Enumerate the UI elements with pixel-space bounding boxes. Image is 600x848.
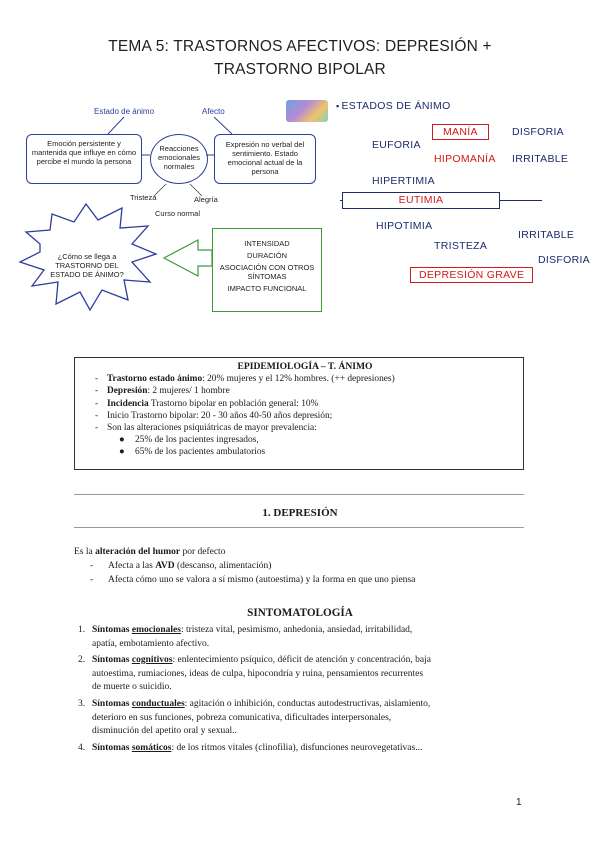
- sintoma-3-line-3: disminución del apetito oral y sexual..: [92, 726, 237, 737]
- scale-mania: MANÍA: [432, 124, 489, 140]
- sintoma-3-label: Síntomas: [92, 699, 132, 709]
- bullet1-bold: AVD: [155, 561, 175, 571]
- box-afecto-definition: [214, 134, 316, 184]
- sintoma-3-line-1: : agitación o inhibición, conductas autodestructivas, aislamiento,: [184, 699, 431, 709]
- sintoma-4-label: Síntomas: [92, 743, 132, 753]
- sintoma-1-label-underlined: emocionales: [131, 625, 181, 635]
- sintoma-3-line-2: deterioro en sus funciones, pobreza comunicativa, dificultades interpersonales,: [92, 712, 392, 723]
- epi-item-3-text: Trastorno bipolar en población general: 10%: [148, 398, 319, 409]
- sintoma-item-2: [78, 654, 522, 695]
- scale-hipomania: HIPOMANÍA: [434, 153, 496, 165]
- epi-item-3-bold: Incidencia: [107, 398, 149, 409]
- scale-eutimia: EUTIMIA: [342, 192, 500, 209]
- box-estado-animo-definition: [26, 134, 142, 184]
- intro-pre: Es la: [74, 547, 96, 557]
- sintoma-3-label-underlined: conductuales: [131, 699, 185, 709]
- epi-item-2: - Depresión: 2 mujeres/ 1 hombre: [95, 386, 230, 397]
- scale-irritable-top: IRRITABLE: [512, 153, 569, 165]
- section-heading-depresion: 1. DEPRESIÓN: [262, 507, 338, 519]
- epi-item-3: - Incidencia Trastorno bipolar en población general: 10%: [95, 398, 319, 409]
- section-rule-bottom: [74, 527, 524, 528]
- epidemiologia-heading: EPIDEMIOLOGÍA – T. ÁNIMO: [237, 361, 373, 372]
- label-tristeza: Tristeza: [130, 193, 157, 202]
- depresion-bullet-2: - Afecta cómo uno se valora a sí mismo (autoestima) y la forma en que uno piensa: [90, 575, 416, 585]
- bullet1-post: (descanso, alimentación): [174, 561, 272, 571]
- epi-item-5-text: Son las alteraciones psiquiátricas de mayor prevalencia:: [107, 423, 317, 434]
- scale-heading: ▪ ESTADOS DE ÁNIMO: [336, 100, 451, 112]
- star-question-text: ¿Cómo se llega a TRASTORNO DEL ESTADO DE ÁNIMO?: [50, 252, 124, 279]
- criteria-intensidad: INTENSIDAD: [244, 239, 290, 248]
- sintoma-1-label: Síntomas: [92, 625, 132, 635]
- sintoma-2-label-underlined: cognitivos: [131, 655, 173, 665]
- epi-item-2-text: : 2 mujeres/ 1 hombre: [147, 386, 230, 397]
- scale-euforia: EUFORIA: [372, 139, 421, 151]
- sintoma-3-num: 3.: [78, 699, 86, 709]
- section-rule-top: [74, 494, 524, 495]
- epi-item-5: - Son las alteraciones psiquiátricas de mayor prevalencia:: [95, 423, 317, 434]
- page-number: 1: [516, 797, 522, 808]
- epi-subitem-2-text: 65% de los pacientes ambulatorios: [135, 447, 266, 458]
- label-curso-normal: Curso normal: [155, 209, 201, 218]
- scale-tristeza: TRISTEZA: [434, 240, 488, 252]
- clipart-image: [286, 100, 328, 122]
- bullet2-text: Afecta cómo uno se valora a sí mismo (autoestima) y la forma en que uno piensa: [108, 575, 416, 585]
- sintoma-1-line-2: apatía, embotamiento afectivo.: [92, 638, 210, 649]
- sintoma-item-3: [78, 698, 522, 739]
- criteria-asociacion: ASOCIACIÓN CON OTROS SÍNTOMAS: [219, 263, 315, 281]
- scale-hipotimia: HIPOTIMIA: [376, 220, 433, 232]
- page-title-line1: TEMA 5: TRASTORNOS AFECTIVOS: DEPRESIÓN +: [108, 38, 492, 55]
- epi-item-2-bold: Depresión: [107, 386, 148, 397]
- scale-irritable-bottom: IRRITABLE: [518, 229, 575, 241]
- circle-reacciones-text: Reacciones emocionales normales: [157, 144, 201, 171]
- afecto-definition-text: Expresión no verbal del sentimiento. Estado emocional actual de la persona: [225, 140, 305, 176]
- epi-item-1-text: : 20% mujeres y el 12% hombres. (++ depresiones): [202, 374, 395, 385]
- epi-subitem-1-text: 25% de los pacientes ingresados,: [135, 435, 259, 446]
- sintoma-1-num: 1.: [78, 625, 86, 635]
- label-afecto: Afecto: [202, 107, 225, 116]
- sintoma-1-line-1: : tristeza vital, pesimismo, anhedonia, ansiedad, irritabilidad,: [180, 625, 413, 635]
- depresion-bullet-1: - Afecta a las AVD (descanso, alimentación): [90, 561, 272, 571]
- sintoma-4-label-underlined: somáticos: [131, 743, 172, 753]
- estado-animo-definition-text: Emoción persistente y mantenida que influye en cómo percibe el mundo la persona: [31, 139, 137, 166]
- epi-item-4-text: Inicio Trastorno bipolar: 20 - 30 años 40-50 años depresión;: [107, 410, 333, 421]
- sintoma-item-4: [78, 742, 522, 756]
- connector-afecto: [214, 117, 232, 134]
- sintoma-4-line-1: : de los ritmos vitales (clinofilia), disfunciones neurovegetativas...: [171, 743, 423, 753]
- sintoma-item-1: [78, 624, 522, 651]
- scale-depresion-grave: DEPRESIÓN GRAVE: [410, 267, 533, 283]
- epi-subitem-1: ● 25% de los pacientes ingresados,: [119, 435, 259, 446]
- sintoma-2-line-1: : enlentecimiento psíquico, déficit de atención y concentración, baja: [172, 655, 432, 665]
- circle-reacciones: [150, 134, 208, 184]
- epi-subitem-2: ● 65% de los pacientes ambulatorios: [119, 447, 266, 458]
- scale-disforia-bottom: DISFORIA: [538, 254, 590, 266]
- label-alegria: Alegría: [194, 195, 218, 204]
- scale-disforia-top: DISFORIA: [512, 126, 564, 138]
- criteria-impacto: IMPACTO FUNCIONAL: [227, 284, 307, 293]
- label-estado-animo: Estado de ánimo: [94, 107, 155, 116]
- criteria-duracion: DURACIÓN: [246, 251, 287, 260]
- scale-hipertimia: HIPERTIMIA: [372, 175, 435, 187]
- epi-item-4: - Inicio Trastorno bipolar: 20 - 30 años 40-50 años depresión;: [95, 410, 333, 421]
- scale-heading-text: ESTADOS DE ÁNIMO: [341, 100, 451, 112]
- sintomatologia-heading: SINTOMATOLOGÍA: [247, 607, 353, 619]
- intro-post: por defecto: [180, 547, 226, 557]
- green-criteria-box: [212, 228, 322, 312]
- bullet1-pre: Afecta a las: [108, 561, 156, 571]
- epi-item-1-bold: Trastorno estado ánimo: [107, 374, 203, 385]
- connector-estado-animo: [108, 117, 124, 134]
- intro-bold: alteración del humor: [95, 547, 181, 557]
- epi-item-1: - Trastorno estado ánimo: 20% mujeres y el 12% hombres. (++ depresiones): [95, 374, 395, 385]
- sintoma-4-num: 4.: [78, 743, 86, 753]
- depresion-intro: [74, 546, 534, 560]
- arrow-to-green-box: [164, 240, 212, 276]
- sintoma-2-line-3: de muerte o suicidio.: [92, 682, 172, 693]
- page-title-line2: TRASTORNO BIPOLAR: [214, 61, 386, 78]
- sintoma-2-line-2: autoestima, rumiaciones, ideas de culpa, hipocondría y ruina, pensamientos recurrentes: [92, 668, 424, 679]
- sintoma-2-label: Síntomas: [92, 655, 132, 665]
- sintoma-2-num: 2.: [78, 655, 86, 665]
- epidemiologia-box: [74, 357, 524, 470]
